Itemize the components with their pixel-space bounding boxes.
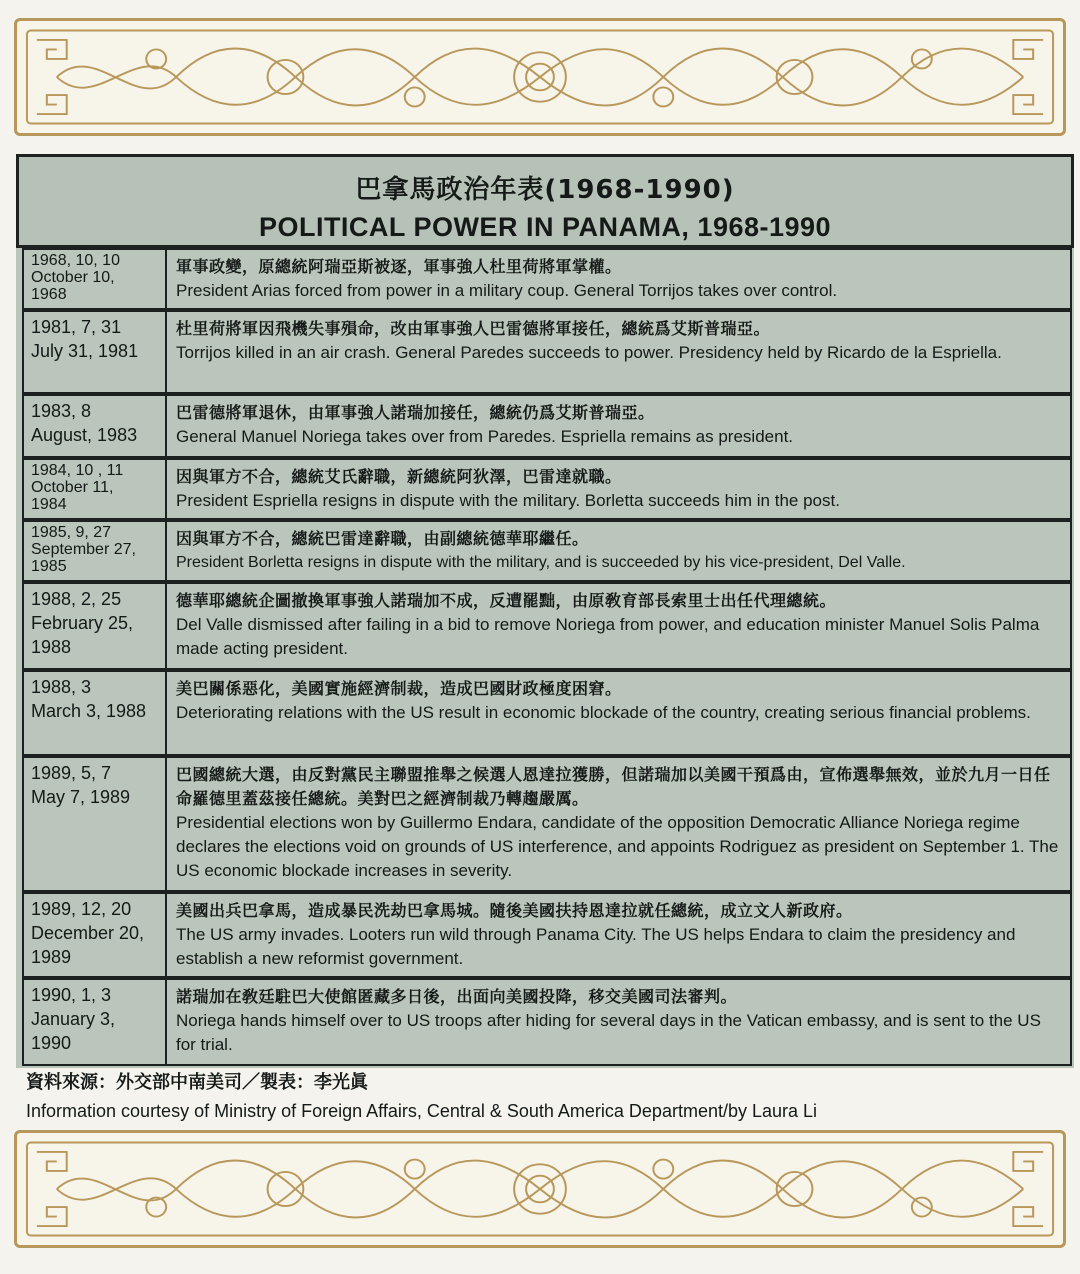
event-chinese: 杜里荷將軍因飛機失事殞命，改由軍事強人巴雷德將軍接任，總統爲艾斯普瑞亞。 (176, 319, 771, 338)
date-numeric: 1988, 2, 25 (31, 589, 122, 609)
source-chinese: 資料來源：外交部中南美司／製表：李光眞 (26, 1072, 368, 1093)
date-cell (24, 312, 167, 392)
date-numeric: 1968, 10, 10 (31, 252, 120, 269)
date-numeric: 1984, 10 , 11 (31, 462, 124, 479)
event-english: General Manuel Noriega takes over from Paredes. Espriella remains as president. (176, 427, 794, 446)
date-cell (24, 980, 167, 1064)
table-row (22, 458, 1072, 520)
date-english: March 3, 1988 (31, 701, 147, 721)
event-cell (167, 250, 1070, 308)
date-cell (24, 396, 167, 456)
date-cell (24, 460, 167, 518)
table-row (22, 248, 1072, 310)
date-numeric: 1981, 7, 31 (31, 317, 122, 337)
title-chinese: 巴拿馬政治年表(1968-1990) (355, 175, 735, 205)
table-row (22, 582, 1072, 670)
event-english: The US army invades. Looters run wild through Panama City. The US helps Endara to claim the presidency and establish a new reformist government. (176, 925, 1016, 968)
event-chinese: 軍事政變，原總統阿瑞亞斯被逐，軍事強人杜里荷將軍掌權。 (176, 257, 622, 276)
event-cell (167, 672, 1070, 754)
table-row (22, 756, 1072, 892)
event-chinese: 德華耶總統企圖撤換軍事強人諾瑞加不成，反遭罷黜，由原敎育部長索里士出任代理總統。 (176, 591, 837, 610)
event-english: Deteriorating relations with the US result in economic blockade of the country, creating serious financial problems. (176, 703, 1031, 722)
floral-ornament-icon (17, 1133, 1063, 1245)
date-english-year: 1968 (31, 286, 67, 303)
date-english: September 27, (31, 541, 136, 558)
date-english: January 3, (31, 1009, 116, 1029)
event-cell (167, 396, 1070, 456)
event-english: President Arias forced from power in a military coup. General Torrijos takes over control. (176, 281, 838, 300)
table-row (22, 670, 1072, 756)
event-chinese: 巴雷德將軍退休，由軍事強人諾瑞加接任，總統仍爲艾斯普瑞亞。 (176, 403, 655, 422)
date-cell (24, 250, 167, 308)
ornamental-border-top (14, 18, 1066, 136)
event-cell (167, 460, 1070, 518)
date-numeric: 1985, 9, 27 (31, 524, 112, 541)
date-cell (24, 758, 167, 890)
event-cell (167, 758, 1070, 890)
event-chinese: 諾瑞加在敎廷駐巴大使館匿藏多日後，出面向美國投降，移交美國司法審判。 (176, 987, 738, 1006)
event-english: President Borletta resigns in dispute with the military, and is succeeded by his vice-president, Del Valle. (176, 554, 906, 571)
table-row (22, 978, 1072, 1066)
event-english: Noriega hands himself over to US troops after hiding for several days in the Vatican embassy, and is sent to the US for trial. (176, 1011, 1041, 1054)
event-chinese: 美巴關係惡化，美國實施經濟制裁，造成巴國財政極度困窘。 (176, 679, 622, 698)
floral-ornament-icon (17, 21, 1063, 133)
date-english-year: 1984 (31, 496, 67, 513)
date-english: May 7, 1989 (31, 787, 131, 807)
date-cell (24, 584, 167, 668)
event-english: Torrijos killed in an air crash. General Paredes succeeds to power. Presidency held by Ricardo de la Espriella. (176, 343, 1002, 362)
event-cell (167, 522, 1070, 580)
table-row (22, 520, 1072, 582)
table-row (22, 394, 1072, 458)
title-english: POLITICAL POWER IN PANAMA, 1968-1990 (258, 212, 832, 242)
source-english: Information courtesy of Ministry of Foreign Affairs, Central & South America Department/by Laura Li (26, 1101, 818, 1121)
date-english: February 25, (31, 613, 134, 633)
date-english: October 11, (31, 479, 114, 496)
date-english-year: 1990 (31, 1033, 72, 1053)
event-chinese: 巴國總統大選，由反對黨民主聯盟推舉之候選人恩達拉獲勝，但諾瑞加以美國干預爲由，宣佈選舉無效，並於九月一日任命羅德里蓋茲接任總統。美對巴之經濟制裁乃轉趨嚴厲。 (176, 765, 1051, 808)
ornamental-border-bottom (14, 1130, 1066, 1248)
date-numeric: 1988, 3 (31, 677, 92, 697)
event-chinese: 因與軍方不合，總統艾氏辭職，新總統阿狄澤，巴雷達就職。 (176, 467, 622, 486)
date-english-year: 1988 (31, 637, 72, 657)
event-cell (167, 584, 1070, 668)
source-credit (26, 1068, 1076, 1124)
date-english: October 10, (31, 269, 115, 286)
event-chinese: 美國出兵巴拿馬，造成暴民洗劫巴拿馬城。隨後美國扶持恩達拉就任總統，成立文人新政府。 (176, 901, 853, 920)
date-numeric: 1990, 1, 3 (31, 985, 112, 1005)
date-cell (24, 894, 167, 976)
event-english: Presidential elections won by Guillermo Endara, candidate of the opposition Democratic Alliance Noriega regime declares the elections void on grounds of US interference, and appoints Rodriguez as president on September 1. The US economic blockade increases in severity. (176, 813, 1059, 880)
timeline-panel (16, 154, 1074, 1068)
date-numeric: 1989, 12, 20 (31, 899, 132, 919)
event-english: Del Valle dismissed after failing in a bid to remove Noriega from power, and education minister Manuel Solis Palma made acting president. (176, 615, 1040, 658)
event-cell (167, 312, 1070, 392)
event-cell (167, 894, 1070, 976)
date-numeric: 1989, 5, 7 (31, 763, 112, 783)
date-cell (24, 672, 167, 754)
table-header (16, 154, 1074, 248)
event-cell (167, 980, 1070, 1064)
date-cell (24, 522, 167, 580)
date-english: July 31, 1981 (31, 341, 139, 361)
date-english: August, 1983 (31, 425, 138, 445)
table-row (22, 892, 1072, 978)
date-numeric: 1983, 8 (31, 401, 92, 421)
table-row (22, 310, 1072, 394)
event-chinese: 因與軍方不合，總統巴雷達辭職，由副總統德華耶繼任。 (176, 529, 589, 548)
date-english-year: 1985 (31, 558, 67, 575)
event-english: President Espriella resigns in dispute with the military. Borletta succeeds him in the post. (176, 491, 840, 510)
date-english-year: 1989 (31, 947, 72, 967)
date-english: December 20, (31, 923, 145, 943)
